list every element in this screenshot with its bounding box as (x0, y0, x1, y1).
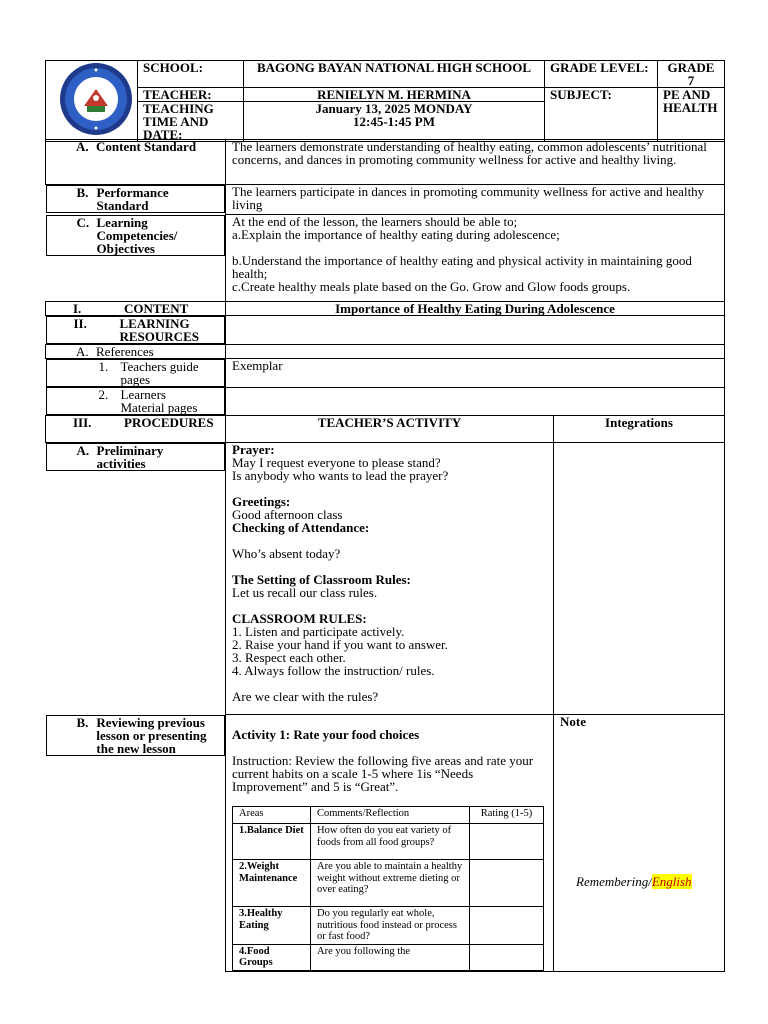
school-value: BAGONG BAYAN NATIONAL HIGH SCHOOL (244, 61, 545, 88)
header-table (45, 60, 725, 142)
activity-title: Activity 1: Rate your food choices (232, 727, 420, 742)
content-label: I. CONTENT (46, 302, 226, 316)
rules-setting-title: The Setting of Classroom Rules: (232, 572, 411, 587)
content-standard-text: The learners demonstrate understanding of healthy eating, common adolescents’ nutritional concerns, and dances in promoting community wellness for active and healthy living. (226, 140, 725, 185)
teacher-activity-header: TEACHER’S ACTIVITY (226, 416, 554, 443)
rating-row-area: 4.Food Groups (233, 944, 311, 970)
objectives-intro: At the end of the lesson, the learners should be able to; (232, 214, 518, 229)
content-value: Importance of Healthy Eating During Adolescence (226, 302, 725, 316)
objective-b: b.Understand the importance of healthy eating and physical activity in maintaining good health; (232, 253, 692, 281)
rating-row-input[interactable] (470, 860, 544, 907)
time-value (244, 102, 545, 142)
preliminary-integrations (554, 443, 725, 715)
rating-header-areas: Areas (233, 807, 311, 824)
grade-level-label: GRADE LEVEL: (545, 61, 658, 88)
school-logo-cell (46, 61, 138, 142)
preliminary-activities-label: A. Preliminary activities (46, 443, 226, 471)
attendance-line: Who’s absent today? (232, 546, 341, 561)
time-value-date: January 13, 2025 MONDAY (315, 101, 473, 116)
greetings-title: Greetings: (232, 494, 291, 509)
rating-row-input[interactable] (470, 824, 544, 860)
note-label: Note (560, 714, 586, 729)
rule-3: 3. Respect each other. (232, 650, 346, 665)
prayer-title: Prayer: (232, 442, 275, 457)
rating-row-area: 3.Healthy Eating (233, 907, 311, 945)
subject-value: PE AND HEALTH (658, 88, 725, 142)
objective-c: c.Create healthy meals plate based on the Go. Grow and Glow foods groups. (232, 279, 631, 294)
content-standard-label: A. Content Standard (46, 140, 226, 185)
rating-row-comment: Do you regularly eat whole, nutritious food instead or process or fast food? (311, 907, 470, 945)
integration-highlight: English (651, 874, 692, 889)
objective-a: a.Explain the importance of healthy eating during adolescence; (232, 227, 560, 242)
learning-resources-label: II. LEARNING RESOURCES (46, 316, 226, 344)
rule-1: 1. Listen and participate actively. (232, 624, 405, 639)
grade-level-value: GRADE 7 (658, 61, 725, 88)
references-label: A. References (46, 345, 226, 359)
school-label: SCHOOL: (138, 61, 244, 88)
reviewing-lesson-label: B. Reviewing previous lesson or presenting the new lesson (46, 715, 226, 756)
rating-row-input[interactable] (470, 907, 544, 945)
subject-label: SUBJECT: (545, 88, 658, 142)
reviewing-integrations (554, 715, 725, 972)
rating-row-comment: Are you following the (311, 944, 470, 970)
rule-4: 4. Always follow the instruction/ rules. (232, 663, 435, 678)
rules-setting-line: Let us recall our class rules. (232, 585, 378, 600)
learning-competencies-text (226, 215, 725, 302)
integrations-header: Integrations (554, 416, 725, 443)
teachers-guide-label: 1. Teachers guide pages (46, 359, 226, 387)
attendance-title: Checking of Attendance: (232, 520, 370, 535)
classroom-rules-title: CLASSROOM RULES: (232, 611, 367, 626)
integration-text: Remembering/ (576, 874, 652, 889)
learners-material-value (226, 387, 725, 416)
learning-competencies-label: C. Learning Competencies/ Objectives (46, 215, 226, 256)
learning-resources-value (226, 316, 725, 345)
prayer-line-1: May I request everyone to please stand? (232, 455, 441, 470)
rating-row-area: 2.Weight Maintenance (233, 860, 311, 907)
school-logo (51, 61, 141, 137)
rating-row-area: 1.Balance Diet (233, 824, 311, 860)
rating-row-comment: How often do you eat variety of foods from all food groups? (311, 824, 470, 860)
rule-2: 2. Raise your hand if you want to answer. (232, 637, 448, 652)
activity-instruction: Instruction: Review the following five areas and rate your current habits on a scale 1-5 where 1is “Needs Improvement” and 5 is “Great”. (232, 753, 534, 794)
prayer-line-2: Is anybody who wants to lead the prayer? (232, 468, 449, 483)
rules-question: Are we clear with the rules? (232, 689, 379, 704)
teachers-guide-value: Exemplar (226, 359, 725, 388)
performance-standard-text: The learners participate in dances in promoting community wellness for active and healthy living (226, 185, 725, 215)
learners-material-label: 2. Learners Material pages (46, 387, 226, 415)
integration-note (576, 875, 692, 888)
procedures-label: III. PROCEDURES (46, 416, 226, 443)
teacher-value: RENIELYN M. HERMINA (244, 88, 545, 102)
rating-header-comments: Comments/Reflection (311, 807, 470, 824)
time-label: TEACHING TIME AND DATE: (138, 102, 244, 142)
lesson-plan-table (45, 139, 725, 972)
rating-row-comment: Are you able to maintain a healthy weight without extreme dieting or over eating? (311, 860, 470, 907)
reviewing-lesson-content (226, 715, 554, 972)
preliminary-activities-content (226, 443, 554, 715)
performance-standard-label: B. Performance Standard (46, 185, 226, 213)
rating-header-rating: Rating (1-5) (470, 807, 544, 824)
greetings-line: Good afternoon class (232, 507, 343, 522)
time-value-hours: 12:45-1:45 PM (353, 114, 435, 129)
rating-row-input[interactable] (470, 944, 544, 970)
rating-table (232, 806, 544, 971)
references-value (226, 345, 725, 359)
teacher-label: TEACHER: (138, 88, 244, 102)
